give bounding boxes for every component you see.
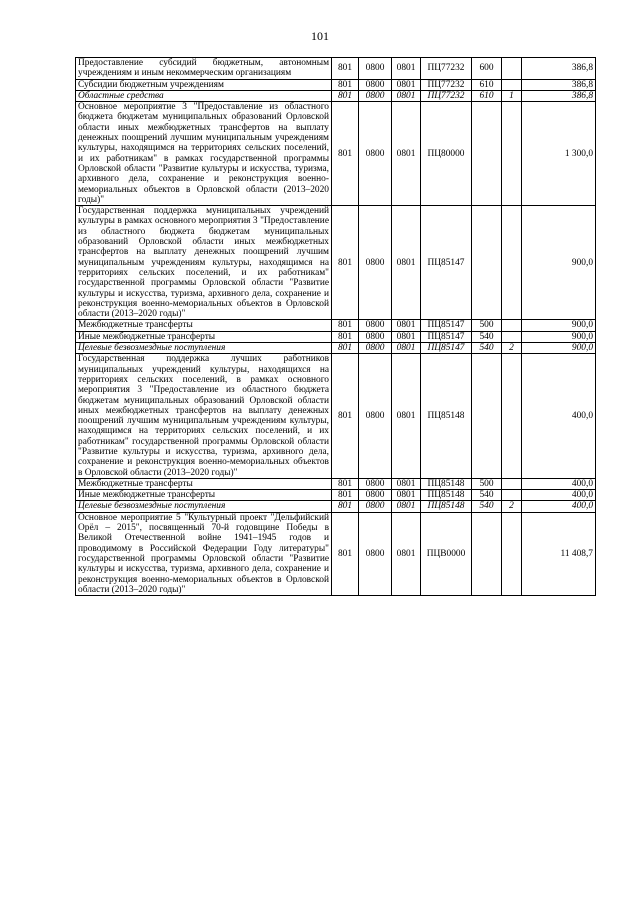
row-code-2-cell: 0800 (359, 490, 392, 501)
row-code-5-cell: 600 (472, 58, 502, 80)
row-amount-cell: 900,0 (522, 343, 596, 354)
table-row (76, 58, 596, 80)
row-name-cell: Иные межбюджетные трансферты (76, 331, 332, 342)
row-name-cell: Иные межбюджетные трансферты (76, 490, 332, 501)
row-code-5-cell (472, 512, 502, 595)
row-code-6-cell: 2 (502, 343, 522, 354)
table-row (76, 501, 596, 512)
row-code-5-cell: 610 (472, 90, 502, 101)
row-code-3-cell: 0801 (392, 490, 421, 501)
row-amount-cell: 400,0 (522, 478, 596, 489)
row-amount-cell: 900,0 (522, 331, 596, 342)
table-row (76, 512, 596, 595)
row-code-5-cell (472, 354, 502, 479)
table-row (76, 478, 596, 489)
row-code-4-cell: ПЦ77232 (421, 79, 472, 90)
row-amount-cell: 386,8 (522, 90, 596, 101)
row-amount-cell: 400,0 (522, 354, 596, 479)
row-code-6-cell (502, 102, 522, 206)
row-code-5-cell: 540 (472, 331, 502, 342)
row-code-4-cell: ПЦ85147 (421, 320, 472, 331)
row-code-3-cell: 0801 (392, 206, 421, 320)
table-row (76, 90, 596, 101)
table-row (76, 343, 596, 354)
row-code-1-cell: 801 (332, 478, 359, 489)
row-code-5-cell: 500 (472, 478, 502, 489)
row-code-1-cell: 801 (332, 320, 359, 331)
budget-table-body (76, 58, 596, 596)
row-name-cell: Целевые безвозмездные поступления (76, 343, 332, 354)
row-code-6-cell (502, 354, 522, 479)
row-code-6-cell: 1 (502, 90, 522, 101)
row-code-6-cell (502, 490, 522, 501)
row-name-cell: Субсидии бюджетным учреждениям (76, 79, 332, 90)
row-code-4-cell: ПЦ85148 (421, 490, 472, 501)
row-code-3-cell: 0801 (392, 58, 421, 80)
row-amount-cell: 11 408,7 (522, 512, 596, 595)
row-code-4-cell: ПЦ85147 (421, 331, 472, 342)
row-code-4-cell: ПЦ85148 (421, 501, 472, 512)
row-code-3-cell: 0801 (392, 343, 421, 354)
row-code-2-cell: 0800 (359, 320, 392, 331)
row-amount-cell: 900,0 (522, 320, 596, 331)
row-code-2-cell: 0800 (359, 90, 392, 101)
row-code-6-cell (502, 79, 522, 90)
row-code-3-cell: 0801 (392, 102, 421, 206)
table-row (76, 331, 596, 342)
row-code-5-cell (472, 102, 502, 206)
row-name-cell: Предоставление субсидий бюджетным, автономным учреждениям и иным некоммерческим организациям (76, 58, 332, 80)
table-row (76, 354, 596, 479)
row-code-6-cell: 2 (502, 501, 522, 512)
row-name-cell: Государственная поддержка лучших работников муниципальных учреждений культуры, находящихся на территориях сельских поселений, в рамках основного мероприятия 3 "Предоставление из областного бюджета бюджетам муниципальных образований Орловской области иных межбюджетных трансфертов на выплату денежных поощрений лучшим муниципальным учреждениям культуры, находящимся на территориях сельских поселений, и их работникам" государственной программы Орловской области "Развитие культуры и искусства, туризма, архивного дела, сохранение и реконструкция военно-мемориальных объектов в Орловской области (2013–2020 годы)" (76, 354, 332, 479)
table-row (76, 79, 596, 90)
row-amount-cell: 386,8 (522, 79, 596, 90)
row-code-1-cell: 801 (332, 206, 359, 320)
row-name-cell: Основное мероприятие 5 "Культурный проект "Дельфийский Орёл – 2015", посвященный 70-й годовщине Победы в Великой Отечественной войне 1941–1945 годов и проводимому в Российской Федерации Году литературы" государственной программы Орловской области "Развитие культуры и искусства, туризма, архивного дела, сохранение и реконструкция военно-мемориальных объектов в Орловской области (2013–2020 годы)" (76, 512, 332, 595)
row-amount-cell: 400,0 (522, 501, 596, 512)
row-code-6-cell (502, 331, 522, 342)
row-code-5-cell: 540 (472, 343, 502, 354)
row-code-5-cell (472, 206, 502, 320)
row-name-cell: Государственная поддержка муниципальных учреждений культуры в рамках основного мероприятия 3 "Предоставление из областного бюджета бюджетам муниципальных образований Орловской области иных межбюджетных трансфертов на выплату денежных поощрений лучшим муниципальным учреждениям культуры, находящимся на территориях сельских поселений, и их работникам" государственной программы Орловской области "Развитие культуры и искусства, туризма, архивного дела, сохранение и реконструкция военно-мемориальных объектов в Орловской области (2013–2020 годы)" (76, 206, 332, 320)
row-code-3-cell: 0801 (392, 79, 421, 90)
row-code-2-cell: 0800 (359, 478, 392, 489)
row-code-4-cell: ПЦ77232 (421, 90, 472, 101)
row-code-1-cell: 801 (332, 512, 359, 595)
row-code-6-cell (502, 206, 522, 320)
row-code-4-cell: ПЦВ0000 (421, 512, 472, 595)
row-code-4-cell: ПЦ85147 (421, 206, 472, 320)
budget-table (75, 57, 596, 596)
row-code-4-cell: ПЦ85147 (421, 343, 472, 354)
row-code-2-cell: 0800 (359, 343, 392, 354)
row-code-3-cell: 0801 (392, 331, 421, 342)
row-name-cell: Межбюджетные трансферты (76, 478, 332, 489)
row-code-5-cell: 610 (472, 79, 502, 90)
row-code-2-cell: 0800 (359, 58, 392, 80)
row-code-4-cell: ПЦ80000 (421, 102, 472, 206)
row-amount-cell: 1 300,0 (522, 102, 596, 206)
row-code-6-cell (502, 320, 522, 331)
row-code-1-cell: 801 (332, 490, 359, 501)
row-amount-cell: 386,8 (522, 58, 596, 80)
row-code-2-cell: 0800 (359, 354, 392, 479)
table-row (76, 320, 596, 331)
row-code-5-cell: 500 (472, 320, 502, 331)
row-code-2-cell: 0800 (359, 79, 392, 90)
row-code-3-cell: 0801 (392, 501, 421, 512)
row-code-4-cell: ПЦ77232 (421, 58, 472, 80)
row-code-3-cell: 0801 (392, 90, 421, 101)
row-code-1-cell: 801 (332, 79, 359, 90)
table-row (76, 102, 596, 206)
row-code-1-cell: 801 (332, 58, 359, 80)
row-name-cell: Основное мероприятие 3 "Предоставление из областного бюджета бюджетам муниципальных образований Орловской области иных межбюджетных трансфертов на выплату денежных поощрений лучшим муниципальным учреждениям культуры, находящимся на территориях сельских поселений, и их работникам" в рамках государственной программы Орловской области "Развитие культуры и искусства, туризма, архивного дела, сохранение и реконструкция военно-мемориальных объектов в Орловской области (2013–2020 годы)" (76, 102, 332, 206)
row-code-2-cell: 0800 (359, 206, 392, 320)
row-code-5-cell: 540 (472, 501, 502, 512)
row-code-2-cell: 0800 (359, 331, 392, 342)
row-code-1-cell: 801 (332, 354, 359, 479)
row-code-1-cell: 801 (332, 501, 359, 512)
row-code-3-cell: 0801 (392, 478, 421, 489)
row-name-cell: Областные средства (76, 90, 332, 101)
row-code-4-cell: ПЦ85148 (421, 354, 472, 479)
row-amount-cell: 400,0 (522, 490, 596, 501)
row-code-1-cell: 801 (332, 90, 359, 101)
table-row (76, 490, 596, 501)
row-code-2-cell: 0800 (359, 501, 392, 512)
row-name-cell: Целевые безвозмездные поступления (76, 501, 332, 512)
page-number: 101 (311, 29, 329, 43)
row-code-2-cell: 0800 (359, 102, 392, 206)
row-code-6-cell (502, 512, 522, 595)
row-code-5-cell: 540 (472, 490, 502, 501)
row-code-3-cell: 0801 (392, 512, 421, 595)
row-code-4-cell: ПЦ85148 (421, 478, 472, 489)
row-name-cell: Межбюджетные трансферты (76, 320, 332, 331)
table-row (76, 206, 596, 320)
row-code-3-cell: 0801 (392, 354, 421, 479)
row-code-3-cell: 0801 (392, 320, 421, 331)
row-code-1-cell: 801 (332, 343, 359, 354)
row-code-1-cell: 801 (332, 331, 359, 342)
row-code-6-cell (502, 478, 522, 489)
row-code-1-cell: 801 (332, 102, 359, 206)
row-code-2-cell: 0800 (359, 512, 392, 595)
row-amount-cell: 900,0 (522, 206, 596, 320)
row-code-6-cell (502, 58, 522, 80)
